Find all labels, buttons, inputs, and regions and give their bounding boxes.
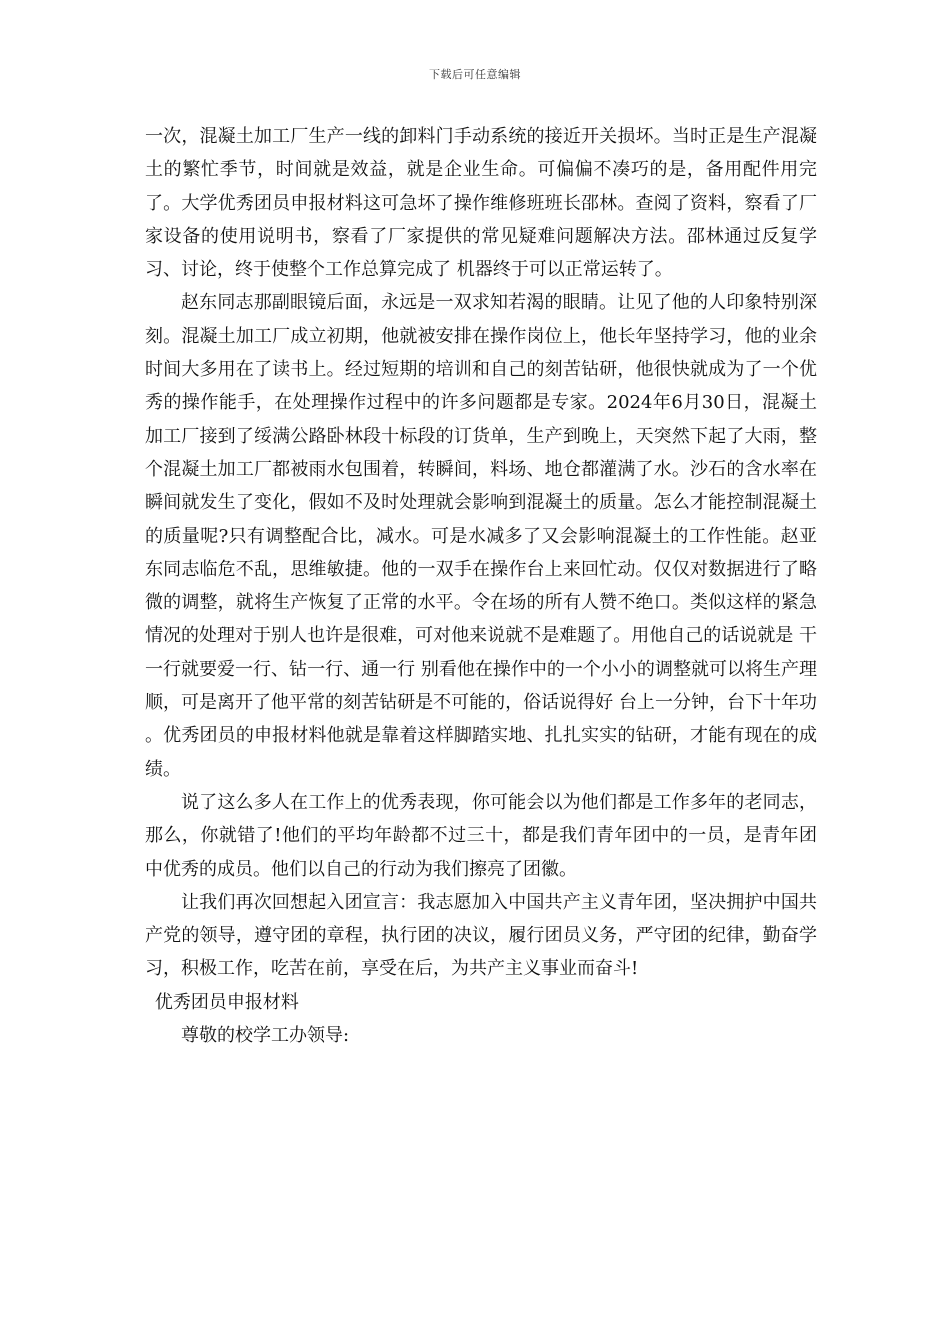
document-body bbox=[145, 120, 817, 1052]
section-heading: 优秀团员申报材料 bbox=[154, 991, 299, 1013]
salutation: 尊敬的校学工办领导: bbox=[181, 1025, 350, 1047]
paragraph-2: 赵东同志那副眼镜后面，永远是一双求知若渴的眼睛。让见了他的人印象特别深刻。混凝土加工厂成立初期，他就被安排在操作岗位上，他长年坚持学习，他的业余时间大多用在了读书上。经过短期的培训和自己的刻苦钻研，他很快就成为了一个优秀的操作能手，在处理操作过程中的许多问题都是专家。2024年6月30日，混凝土加工厂接到了绥满公路卧林段十标段的订货单，生产到晚上，天突然下起了大雨，整个混凝土加工厂都被雨水包围着，转瞬间，料场、地仓都灌满了水。沙石的含水率在瞬间就发生了变化，假如不及时处理就会影响到混凝土的质量。怎么才能控制混凝土的质量呢?只有调整配合比，减水。可是水减多了又会影响混凝土的工作性能。赵亚东同志临危不乱，思维敏捷。他的一双手在操作台上来回忙动。仅仅对数据进行了略微的调整，就将生产恢复了正常的水平。令在场的所有人赞不绝口。类似这样的紧急情况的处理对于别人也许是很难，可对他来说就不是难题了。用他自己的话说就是 干一行就要爱一行、钻一行、通一行 别看他在操作中的一个小小的调整就可以将生产理顺，可是离开了他平常的刻苦钻研是不可能的，俗话说得好 台上一分钟，台下十年功 。优秀团员的申报材料他就是靠着这样脚踏实地、扎扎实实的钻研，才能有现在的成绩。 bbox=[145, 292, 817, 780]
paragraph-4: 让我们再次回想起入团宣言：我志愿加入中国共产主义青年团，坚决拥护中国共产党的领导，遵守团的章程，执行团的决议，履行团员义务，严守团的纪律，勤奋学习，积极工作，吃苦在前，享受在后，为共产主义事业而奋斗! bbox=[145, 891, 817, 980]
paragraph-1: 一次，混凝土加工厂生产一线的卸料门手动系统的接近开关损坏。当时正是生产混凝土的繁忙季节，时间就是效益，就是企业生命。可偏偏不凑巧的是，备用配件用完了。大学优秀团员申报材料这可急坏了操作维修班班长邵林。查阅了资料，察看了厂家设备的使用说明书，察看了厂家提供的常见疑难问题解决方法。邵林通过反复学习、讨论，终于使整个工作总算完成了 机器终于可以正常运转了。 bbox=[145, 126, 817, 281]
paragraph-3: 说了这么多人在工作上的优秀表现，你可能会以为他们都是工作多年的老同志，那么，你就错了!他们的平均年龄都不过三十，都是我们青年团中的一员，是青年团中优秀的成员。他们以自己的行动为我们擦亮了团徽。 bbox=[145, 791, 817, 880]
page-header-note: 下载后可任意编辑 bbox=[429, 68, 521, 81]
